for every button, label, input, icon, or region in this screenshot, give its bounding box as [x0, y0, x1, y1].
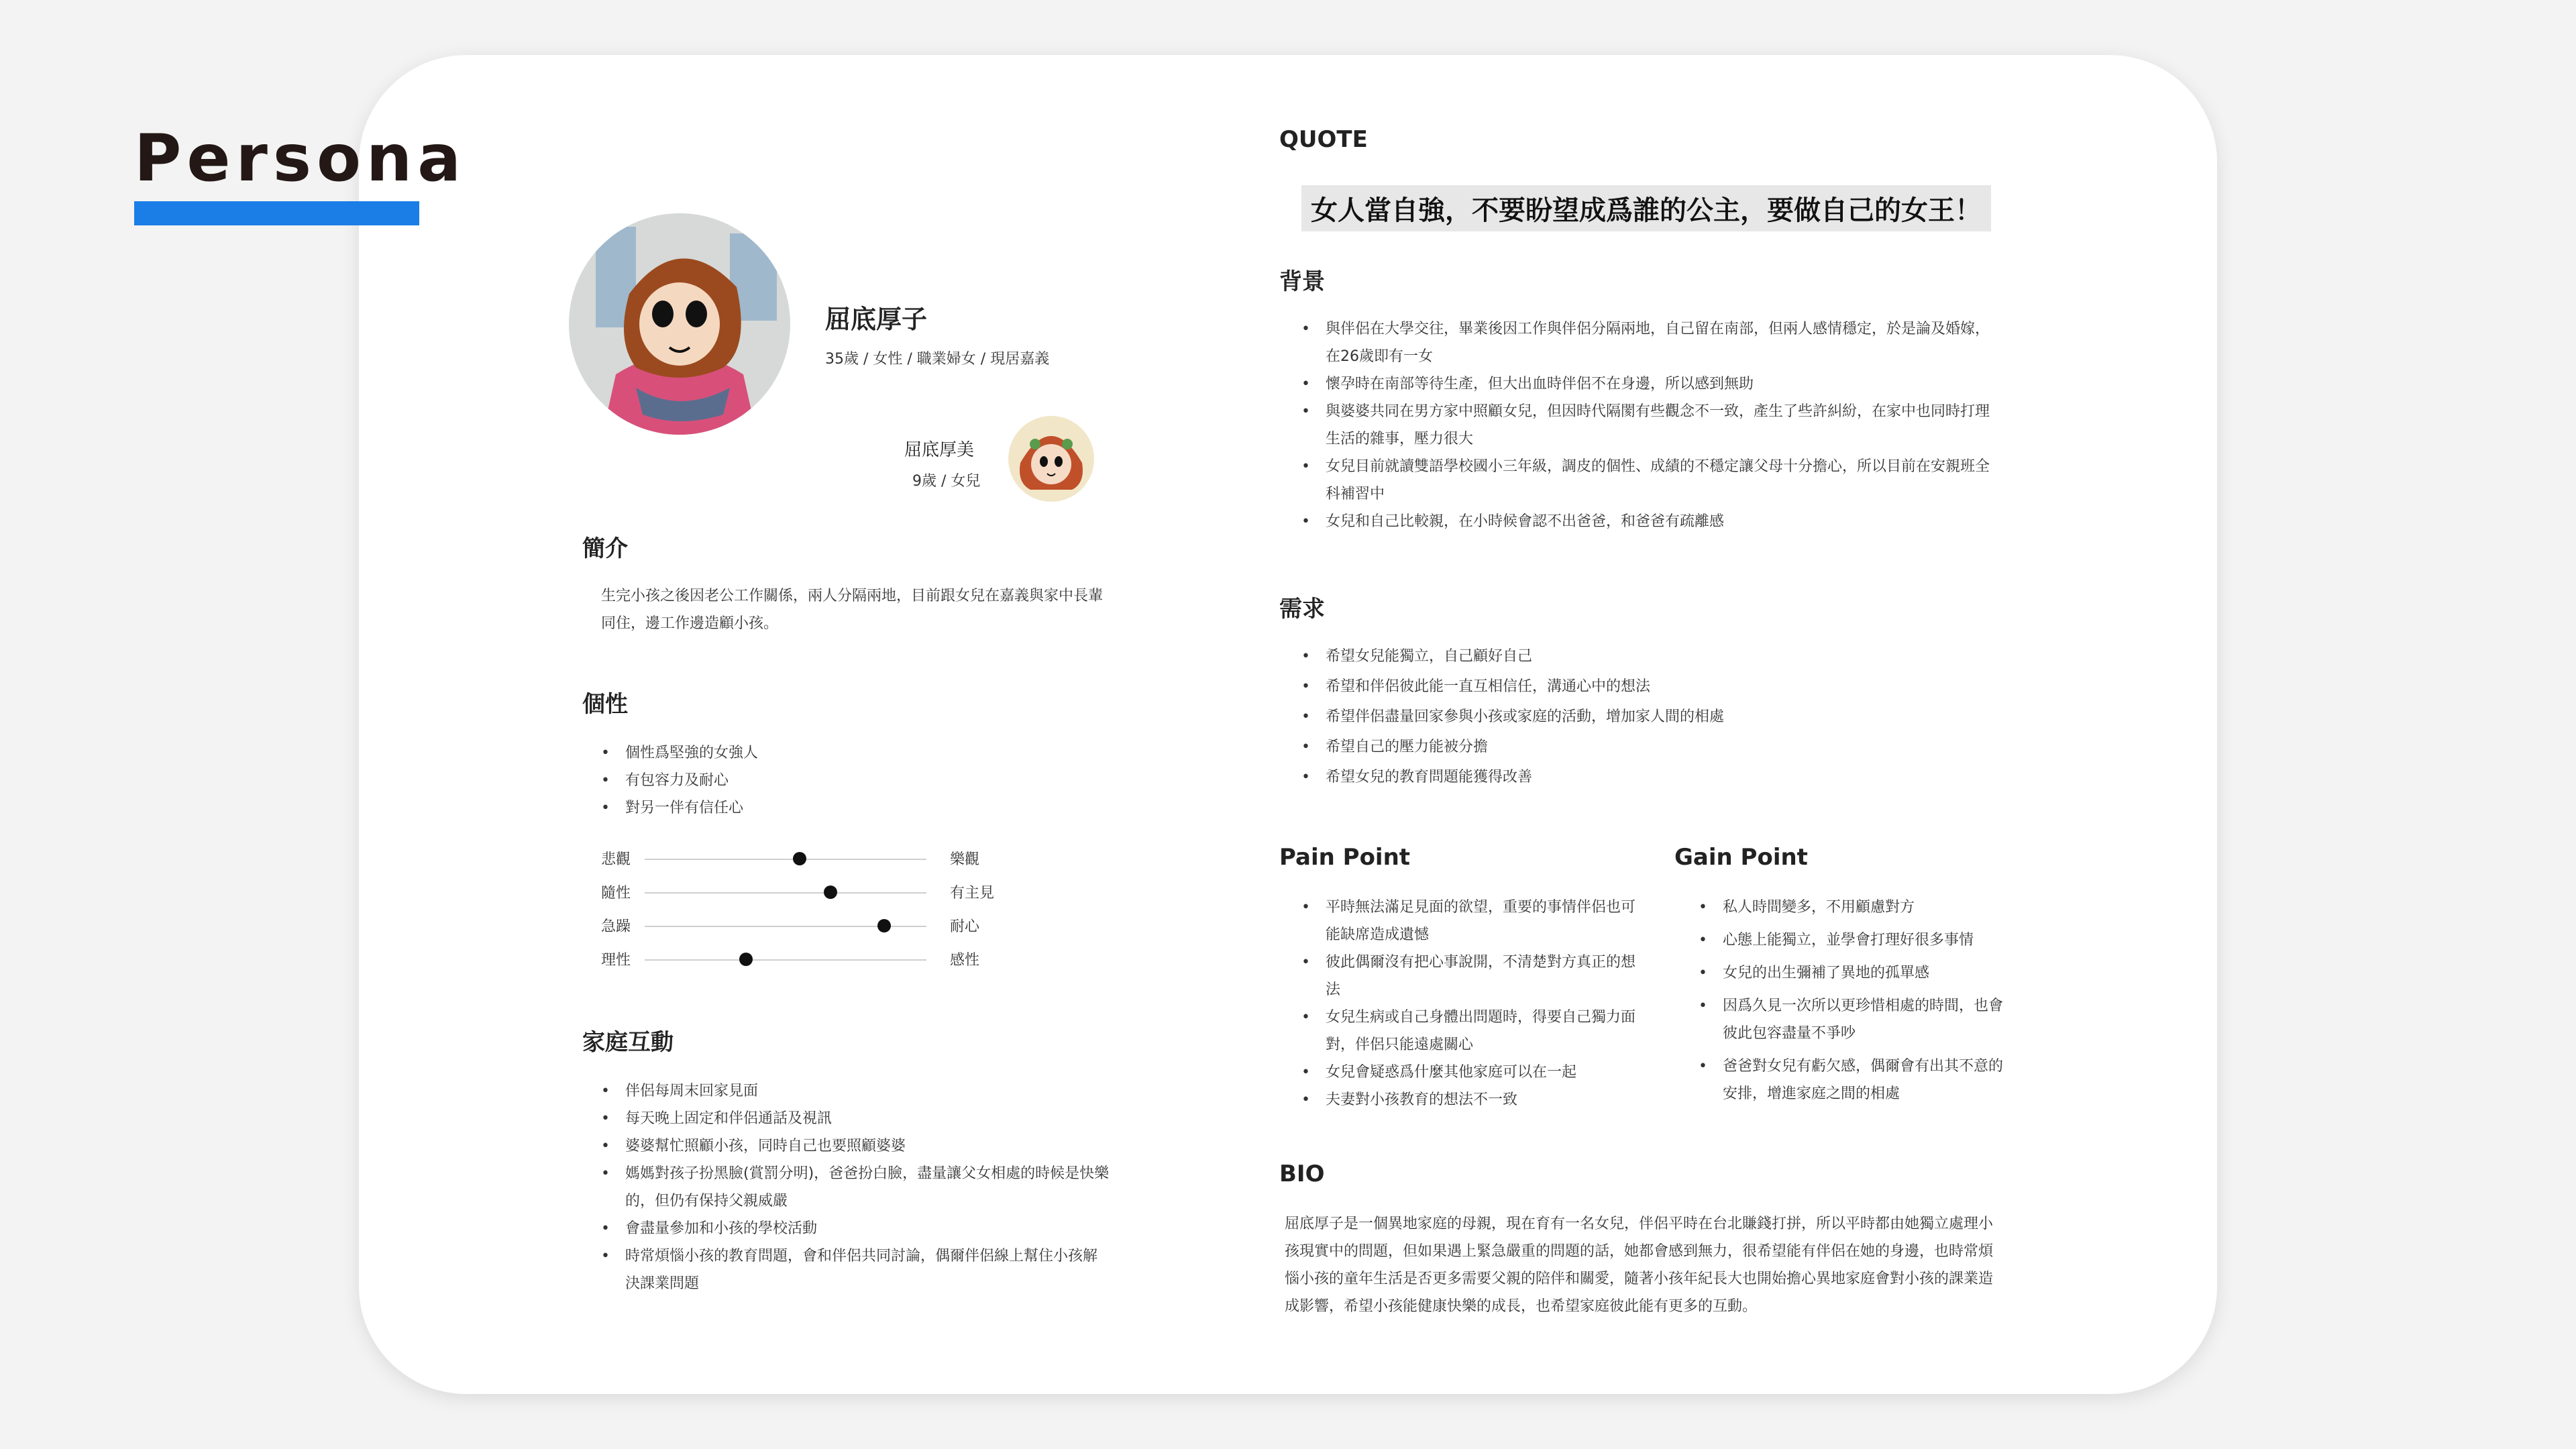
- trait-knob: [877, 919, 891, 932]
- trait-left-label: 悲觀: [601, 851, 631, 868]
- list-item: • 伴侶每周末回家見面: [601, 1077, 1111, 1105]
- quote-title: QUOTE: [1279, 126, 1368, 153]
- child-avatar: [1008, 416, 1094, 502]
- list-item: • 有包容力及耐心: [601, 767, 1071, 794]
- list-item: • 夫妻對小孩教育的想法不一致: [1301, 1086, 1637, 1114]
- trait-knob: [793, 852, 806, 865]
- child-name: 屈底厚美: [904, 440, 975, 460]
- list-item: • 女兒會疑惑爲什麼其他家庭可以在一起: [1301, 1059, 1637, 1086]
- trait-right-label: 感性: [950, 952, 980, 969]
- child-avatar-illustration: [1008, 416, 1094, 502]
- trait-knob: [739, 953, 753, 966]
- bio-text: 屈底厚子是一個異地家庭的母親，現在育有一名女兒，伴侶平時在台北賺錢打拼，所以平時都由她獨立處理小孩現實中的問題，但如果遇上緊急嚴重的問題的話，她都會感到無力，很希望能有伴侶在她的身邊，也時常煩惱小孩的童年生活是否更多需要父親的陪伴和關愛，隨著小孩年紀長大也開始擔心異地家庭會對小孩的課業造成影響，希望小孩能健康快樂的成長，也希望家庭彼此能有更多的互動。: [1285, 1216, 1994, 1315]
- list-item: • 懷孕時在南部等待生產，但大出血時伴侶不在身邊，所以感到無助: [1301, 370, 1999, 398]
- list-item: • 與伴侶在大學交往，畢業後因工作與伴侶分隔兩地，自己留在南部，但兩人感情穩定，於是論及婚嫁，在26歲即有一女: [1301, 315, 1999, 370]
- list-item: • 每天晚上固定和伴侶通話及視訊: [601, 1105, 1111, 1132]
- bio-title: BIO: [1279, 1161, 1325, 1187]
- list-item: • 希望女兒能獨立，自己顧好自己: [1301, 641, 1999, 672]
- list-item: • 時常煩惱小孩的教育問題，會和伴侶共同討論，偶爾伴侶線上幫住小孩解決課業問題: [601, 1242, 1111, 1297]
- trait-left-label: 理性: [601, 952, 631, 969]
- list-item: • 平時無法滿足見面的欲望，重要的事情伴侶也可能缺席造成遺憾: [1301, 894, 1637, 949]
- needs-list: [1301, 641, 1999, 792]
- pain-point-title: Pain Point: [1279, 844, 1411, 871]
- title-underline: [134, 201, 419, 225]
- needs-title: 需求: [1279, 596, 1325, 623]
- list-item: • 女兒和自己比較親，在小時候會認不出爸爸，和爸爸有疏離感: [1301, 508, 1999, 535]
- list-item: • 爸爸對女兒有虧欠感，偶爾會有出其不意的安排，增進家庭之間的相處: [1699, 1053, 2007, 1108]
- trait-right-label: 有主見: [950, 885, 995, 902]
- list-item: • 彼此偶爾沒有把心事說開，不清楚對方真正的想法: [1301, 949, 1637, 1004]
- trait-slider: [601, 911, 1010, 938]
- pain-point-list: [1301, 894, 1637, 1114]
- mother-avatar-illustration: [569, 213, 790, 435]
- persona-name: 屈底厚子: [825, 305, 928, 334]
- page-title: Persona: [134, 121, 467, 196]
- child-details: 9歲 / 女兒: [912, 473, 981, 490]
- trait-track: [645, 892, 926, 894]
- background-list: [1301, 315, 1999, 535]
- quote-text: 女人當自強，不要盼望成爲誰的公主，要做自己的女王！: [1301, 185, 1991, 231]
- list-item: • 會盡量參加和小孩的學校活動: [601, 1215, 1111, 1242]
- list-item: • 女兒生病或自己身體出問題時，得要自己獨力面對，伴侶只能遠處關心: [1301, 1004, 1637, 1059]
- family-list: [601, 1077, 1111, 1297]
- intro-text: 生完小孩之後因老公工作關係，兩人分隔兩地，目前跟女兒在嘉義與家中長輩同住，邊工作邊造顧小孩。: [601, 588, 1104, 632]
- list-item: • 希望伴侶盡量回家參與小孩或家庭的活動，增加家人間的相處: [1301, 702, 1999, 732]
- trait-knob: [824, 885, 837, 899]
- list-item: • 私人時間變多，不用顧慮對方: [1699, 894, 2007, 921]
- trait-slider: [601, 945, 1010, 971]
- gain-point-title: Gain Point: [1674, 844, 1808, 871]
- trait-right-label: 樂觀: [950, 851, 980, 868]
- list-item: • 心態上能獨立，並學會打理好很多事情: [1699, 926, 2007, 954]
- persona-details: 35歲 / 女性 / 職業婦女 / 現居嘉義: [825, 351, 1050, 368]
- list-item: • 對另一伴有信任心: [601, 794, 1071, 822]
- list-item: • 與婆婆共同在男方家中照顧女兒，但因時代隔閡有些觀念不一致，產生了些許糾紛，在家中也同時打理生活的雜事，壓力很大: [1301, 398, 1999, 453]
- personality-title: 個性: [582, 691, 628, 718]
- trait-track: [645, 859, 926, 860]
- mother-avatar: [569, 213, 790, 435]
- personality-list: [601, 739, 1071, 822]
- list-item: • 婆婆幫忙照顧小孩，同時自己也要照顧婆婆: [601, 1132, 1111, 1160]
- list-item: • 媽媽對孩子扮黑臉(賞罰分明)，爸爸扮白臉，盡量讓父女相處的時候是快樂的，但仍有保持父親威嚴: [601, 1160, 1111, 1215]
- trait-left-label: 急躁: [601, 918, 631, 935]
- list-item: • 因爲久見一次所以更珍惜相處的時間，也會彼此包容盡量不爭吵: [1699, 992, 2007, 1047]
- background-title: 背景: [1279, 268, 1325, 295]
- list-item: • 個性爲堅強的女強人: [601, 739, 1071, 767]
- list-item: • 希望女兒的教育問題能獲得改善: [1301, 762, 1999, 792]
- list-item: • 希望自己的壓力能被分擔: [1301, 732, 1999, 762]
- gain-point-list: [1699, 894, 2007, 1108]
- trait-slider: [601, 877, 1010, 904]
- trait-left-label: 隨性: [601, 885, 631, 902]
- trait-right-label: 耐心: [950, 918, 980, 935]
- list-item: • 女兒目前就讀雙語學校國小三年級，調皮的個性、成績的不穩定讓父母十分擔心，所以目前在安親班全科補習中: [1301, 453, 1999, 508]
- list-item: • 女兒的出生彌補了異地的孤單感: [1699, 959, 2007, 987]
- intro-title: 簡介: [582, 535, 628, 562]
- trait-slider: [601, 844, 1010, 871]
- family-title: 家庭互動: [582, 1029, 674, 1056]
- list-item: • 希望和伴侶彼此能一直互相信任，溝通心中的想法: [1301, 672, 1999, 702]
- trait-track: [645, 959, 926, 961]
